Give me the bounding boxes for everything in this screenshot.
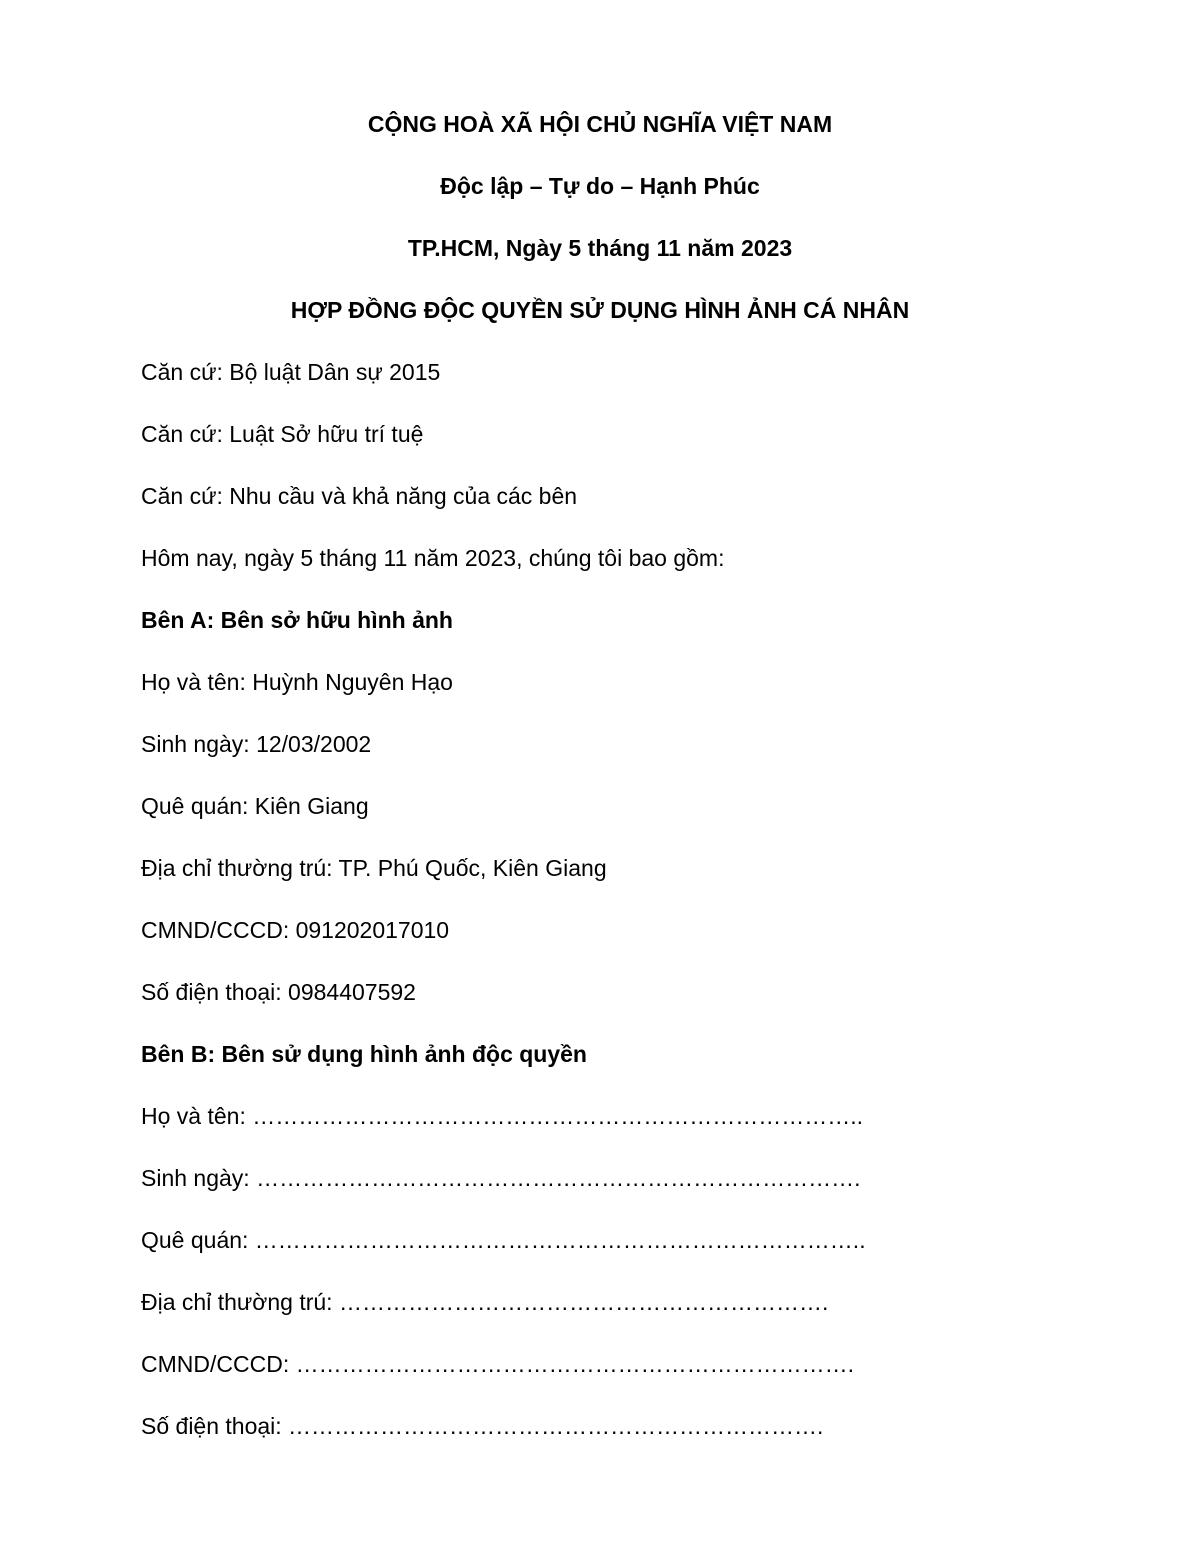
place-date: TP.HCM, Ngày 5 tháng 11 năm 2023	[407, 235, 793, 261]
party-b-address: Địa chỉ thường trú: ……………………………………………………….	[141, 1289, 829, 1315]
basis-civil-code: Căn cứ: Bộ luật Dân sự 2015	[141, 359, 441, 385]
party-a-heading: Bên A: Bên sở hữu hình ảnh	[141, 607, 453, 633]
basis-needs: Căn cứ: Nhu cầu và khả năng của các bên	[141, 483, 578, 509]
party-b-heading: Bên B: Bên sử dụng hình ảnh độc quyền	[141, 1041, 587, 1067]
party-b-hometown: Quê quán: ……………………………………………………………………..	[141, 1227, 866, 1253]
party-b-phone: Số điện thoại: …………………………………………………………….	[141, 1413, 824, 1439]
nation-heading: CỘNG HOÀ XÃ HỘI CHỦ NGHĨA VIỆT NAM	[367, 111, 833, 137]
party-b-name: Họ và tên: ……………………………………………………………………..	[141, 1103, 864, 1129]
party-a-address: Địa chỉ thường trú: TP. Phú Quốc, Kiên Giang	[141, 855, 607, 881]
motto: Độc lập – Tự do – Hạnh Phúc	[440, 173, 760, 199]
intro-text: Hôm nay, ngày 5 tháng 11 năm 2023, chúng tôi bao gồm:	[141, 545, 725, 571]
party-a-hometown: Quê quán: Kiên Giang	[141, 793, 369, 819]
basis-ip-law: Căn cứ: Luật Sở hữu trí tuệ	[141, 421, 424, 447]
party-a-phone: Số điện thoại: 0984407592	[141, 979, 416, 1005]
party-b-id-card: CMND/CCCD: ……………………………………………………………….	[141, 1351, 854, 1377]
party-a-id-card: CMND/CCCD: 091202017010	[141, 917, 450, 943]
party-a-dob: Sinh ngày: 12/03/2002	[141, 731, 372, 757]
party-b-dob: Sinh ngày: …………………………………………………………………….	[141, 1165, 861, 1191]
contract-title: HỢP ĐỒNG ĐỘC QUYỀN SỬ DỤNG HÌNH ẢNH CÁ NHÂN	[290, 297, 910, 323]
party-a-name: Họ và tên: Huỳnh Nguyên Hạo	[141, 669, 453, 695]
